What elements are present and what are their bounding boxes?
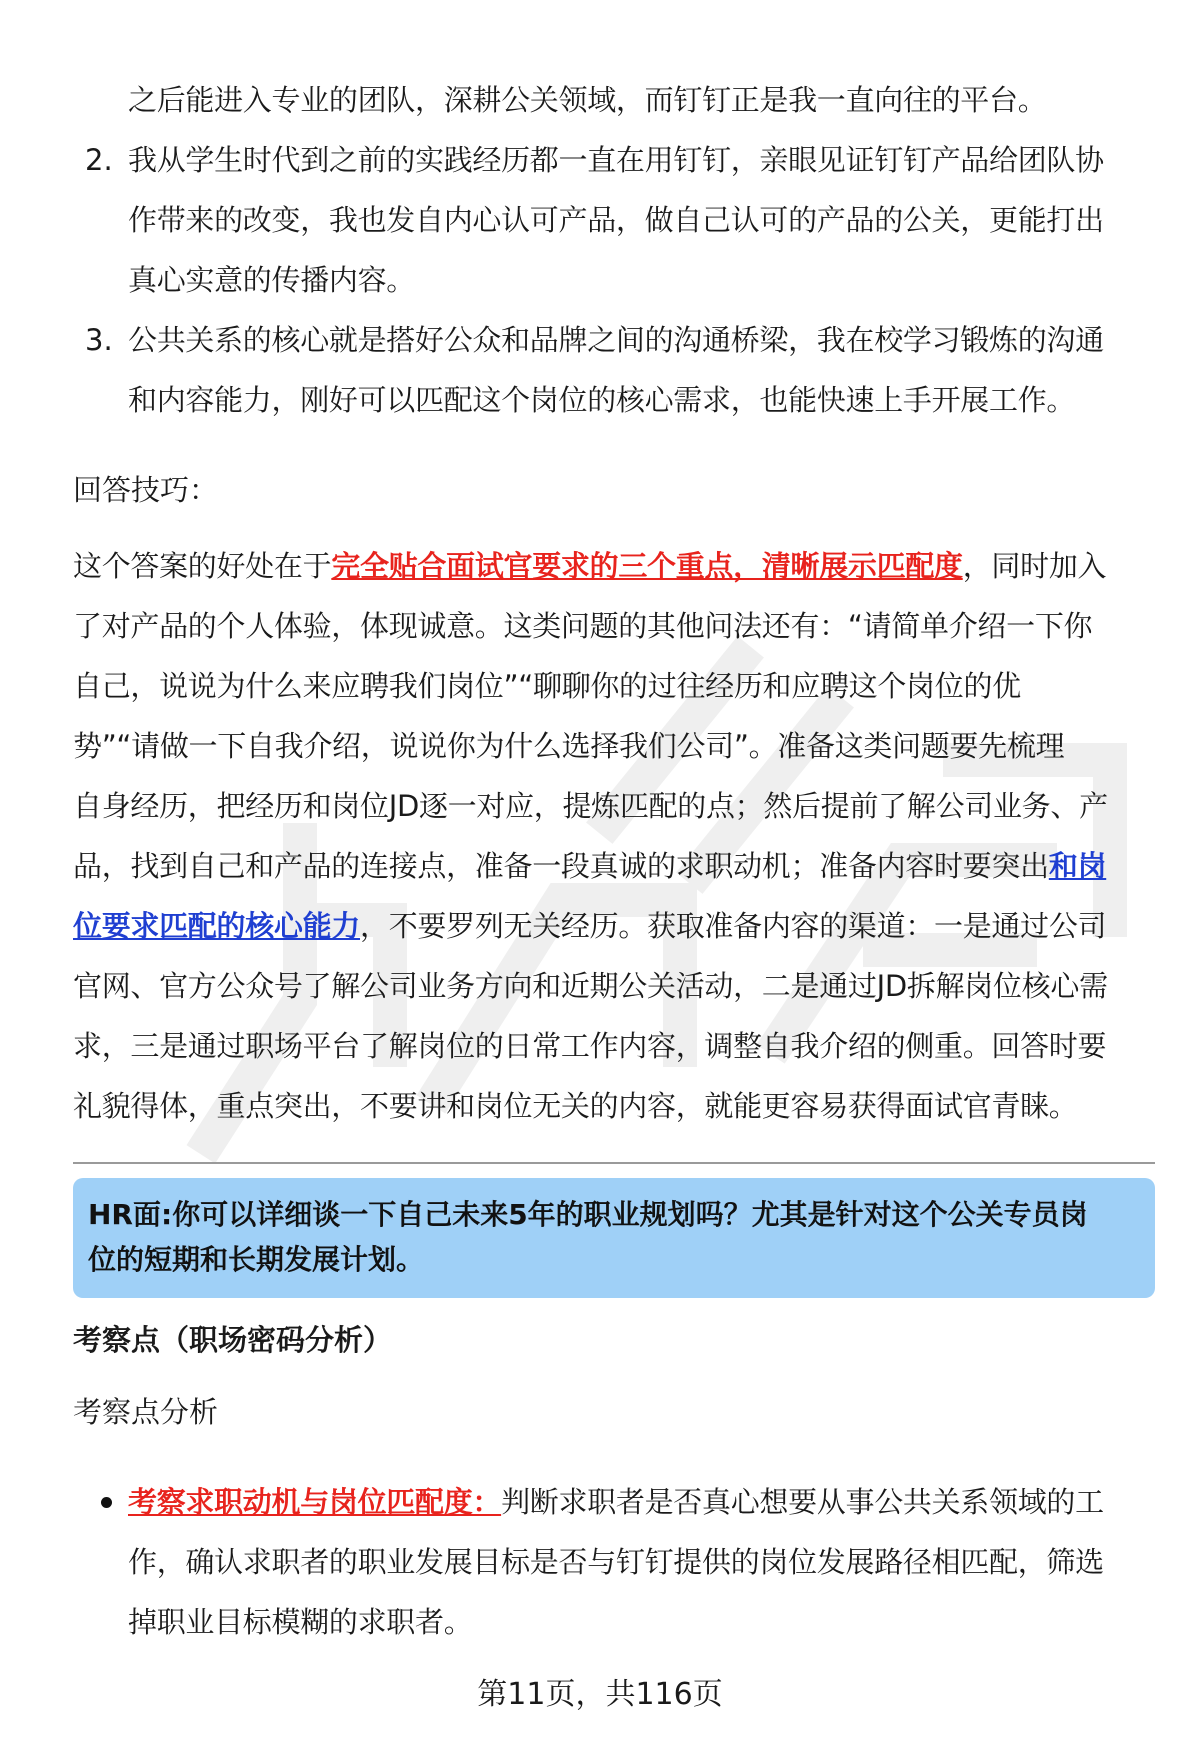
item-text-line: 真心实意的传播内容。 <box>128 263 416 297</box>
highlight-core-ability: 和岗 <box>1048 849 1107 883</box>
text-run: ，不要罗列无关经历。获取准备内容的渠道：一是通过公司 <box>360 909 1107 943</box>
paragraph-line: 官网、官方公众号了解公司业务方向和近期公关活动，二是通过JD拆解岗位核心需 <box>73 969 1108 1003</box>
numbered-item-3 <box>73 310 1145 430</box>
item-text-line: 和内容能力，刚好可以匹配这个岗位的核心需求，也能快速上手开展工作。 <box>128 383 1076 417</box>
item-text-line: 公共关系的核心就是搭好公众和品牌之间的沟通桥梁，我在校学习锻炼的沟通 <box>128 323 1104 357</box>
analysis-label: 考察点分析 <box>73 1395 219 1429</box>
tips-paragraph <box>73 536 1145 1136</box>
item-number: 2. <box>85 143 113 177</box>
text-run: 品，找到自己和产品的连接点，准备一段真诚的求职动机；准备内容时要突出 <box>73 849 1049 883</box>
bullet-line: 作，确认求职者的职业发展目标是否与钉钉提供的岗位发展路径相匹配，筛选 <box>128 1545 1104 1579</box>
paragraph-line: 自身经历，把经历和岗位JD逐一对应，提炼匹配的点；然后提前了解公司业务、产 <box>73 789 1108 823</box>
text-run: 判断求职者是否真心想要从事公共关系领域的工 <box>501 1485 1104 1519</box>
list-item-continuation: 之后能进入专业的团队，深耕公关领域，而钉钉正是我一直向往的平台。 <box>128 83 1047 117</box>
text-run: ，同时加入 <box>962 549 1107 583</box>
highlight-bullet-title: 考察求职动机与岗位匹配度： <box>128 1485 502 1519</box>
item-text-line: 作带来的改变，我也发自内心认可产品，做自己认可的产品的公关，更能打出 <box>128 203 1104 237</box>
paragraph-line <box>73 536 1145 596</box>
paragraph-line <box>73 896 1145 956</box>
highlight-core-ability: 位要求匹配的核心能力 <box>73 909 361 943</box>
interview-question-box <box>73 1178 1155 1298</box>
paragraph-line: 礼貌得体，重点突出，不要讲和岗位无关的内容，就能更容易获得面试官青睐。 <box>73 1089 1078 1123</box>
highlight-key-point: 完全贴合面试官要求的三个重点，清晰展示匹配度 <box>331 549 963 583</box>
question-line: HR面:你可以详细谈一下自己未来5年的职业规划吗？尤其是针对这个公关专员岗 <box>88 1198 1088 1231</box>
bullet-line: 掉职业目标模糊的求职者。 <box>128 1605 473 1639</box>
paragraph-line: 了对产品的个人体验，体现诚意。这类问题的其他问法还有：“请简单介绍一下你 <box>73 609 1093 643</box>
paragraph-line: 自己，说说为什么来应聘我们岗位”“聊聊你的过往经历和应聘这个岗位的优 <box>73 669 1021 703</box>
numbered-item-2 <box>73 130 1145 310</box>
section-heading: 考察点（职场密码分析） <box>73 1323 393 1357</box>
document-page <box>73 70 1145 1652</box>
paragraph-line <box>73 836 1145 896</box>
tips-label: 回答技巧： <box>73 473 219 507</box>
item-number: 3. <box>85 323 113 357</box>
section-divider <box>73 1162 1155 1164</box>
text-run: 这个答案的好处在于 <box>73 549 332 583</box>
bullet-item <box>73 1472 1145 1652</box>
page-footer: 第11页，共116页 <box>477 1677 723 1712</box>
paragraph-line: 求，三是通过职场平台了解岗位的日常工作内容，调整自我介绍的侧重。回答时要 <box>73 1029 1107 1063</box>
paragraph-line: 势”“请做一下自我介绍，说说你为什么选择我们公司”。准备这类问题要先梳理 <box>73 729 1065 763</box>
item-text-line: 我从学生时代到之前的实践经历都一直在用钉钉，亲眼见证钉钉产品给团队协 <box>128 143 1104 177</box>
bullet-line <box>128 1472 1145 1532</box>
bullet-dot-icon <box>101 1497 112 1508</box>
question-line: 位的短期和长期发展计划。 <box>88 1243 425 1276</box>
